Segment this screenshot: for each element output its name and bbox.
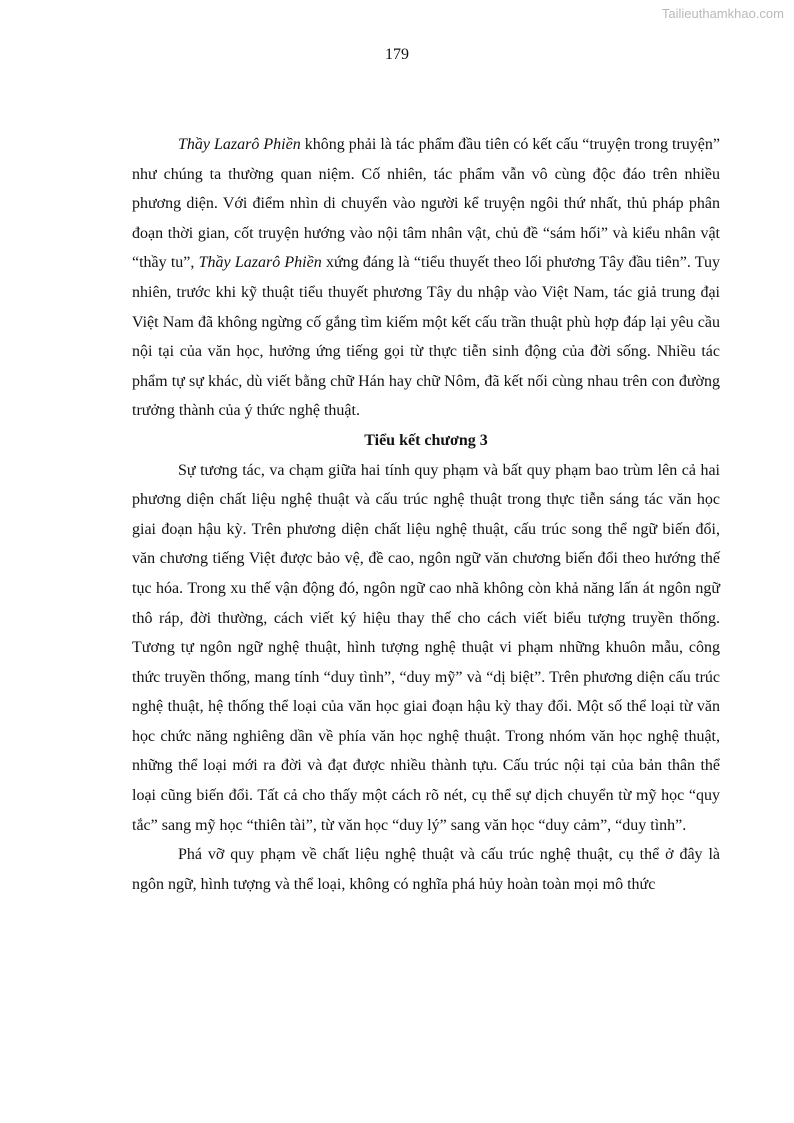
paragraph-3: Phá vỡ quy phạm về chất liệu nghệ thuật và cấu trúc nghệ thuật, cụ thể ở đây là ngôn ngữ, hình tượng và thể loại, không có nghĩa phá hủy hoàn toàn mọi mô thức xyxy=(132,846,720,893)
paragraph-1-text-b: xứng đáng là “tiểu thuyết theo lối phương Tây đầu tiên”. Tuy nhiên, trước khi kỹ thuật tiểu thuyết phương Tây du nhập vào Việt Nam, tác giả trung đại Việt Nam đã không ngừng cố gắng tìm kiếm một kết cấu trần thuật phù hợp đáp lại yêu cầu nội tại của văn học, hưởng ứng tiếng gọi từ thực tiễn sinh động của đời sống. Nhiều tác phẩm tự sự khác, dù viết bằng chữ Hán hay chữ Nôm, đã kết nối cùng nhau trên con đường trưởng thành của ý thức nghệ thuật. xyxy=(132,254,720,420)
italic-work-title: Thầy Lazarô Phiền xyxy=(178,136,301,153)
document-body xyxy=(132,130,720,899)
paragraph-2: Sự tương tác, va chạm giữa hai tính quy phạm và bất quy phạm bao trùm lên cả hai phương diện chất liệu nghệ thuật và cấu trúc nghệ thuật trong thực tiễn sáng tác văn học giai đoạn hậu kỳ. Trên phương diện chất liệu nghệ thuật, cấu trúc song thể ngữ biến đổi, văn chương tiếng Việt được bảo vệ, đề cao, ngôn ngữ văn chương biến đổi theo hướng thế tục hóa. Trong xu thế vận động đó, ngôn ngữ cao nhã không còn khả năng lấn át ngôn ngữ thô ráp, đời thường, cách viết ký hiệu thay thế cho cách viết biểu tượng truyền thống. Tương tự ngôn ngữ nghệ thuật, hình tượng nghệ thuật vi phạm những khuôn mẫu, công thức truyền thống, mang tính “duy tình”, “duy mỹ” và “dị biệt”. Trên phương diện cấu trúc nghệ thuật, hệ thống thể loại của văn học giai đoạn hậu kỳ thay đổi. Một số thể loại từ văn học chức năng nghiêng dần về phía văn học nghệ thuật. Trong nhóm văn học nghệ thuật, những thể loại mới ra đời và đạt được nhiều thành tựu. Cấu trúc nội tại của bản thân thể loại cũng biến đổi. Tất cả cho thấy một cách rõ nét, cụ thể sự dịch chuyển từ mỹ học “quy tắc” sang mỹ học “thiên tài”, từ văn học “duy lý” sang văn học “duy cảm”, “duy tình”. xyxy=(132,461,720,834)
section-heading: Tiểu kết chương 3 xyxy=(364,431,488,449)
italic-work-title-repeat: Thầy Lazarô Phiền xyxy=(198,254,322,272)
page-number: 179 xyxy=(385,46,409,63)
paragraph-1 xyxy=(132,130,720,426)
watermark: Tailieuthamkhao.com xyxy=(661,6,784,21)
paragraph-1-text-a: không phải là tác phẩm đầu tiên có kết cấu “truyện trong truyện” như chúng ta thường quan niệm. Cố nhiên, tác phẩm vẫn vô cùng độc đáo trên nhiều phương diện. Với điểm nhìn di chuyển vào người kể truyện ngôi thứ nhất, thủ pháp phân đoạn thời gian, cốt truyện hướng vào nội tâm nhân vật, chủ đề “sám hối” và kiểu nhân vật “thầy tu”, xyxy=(132,136,721,272)
